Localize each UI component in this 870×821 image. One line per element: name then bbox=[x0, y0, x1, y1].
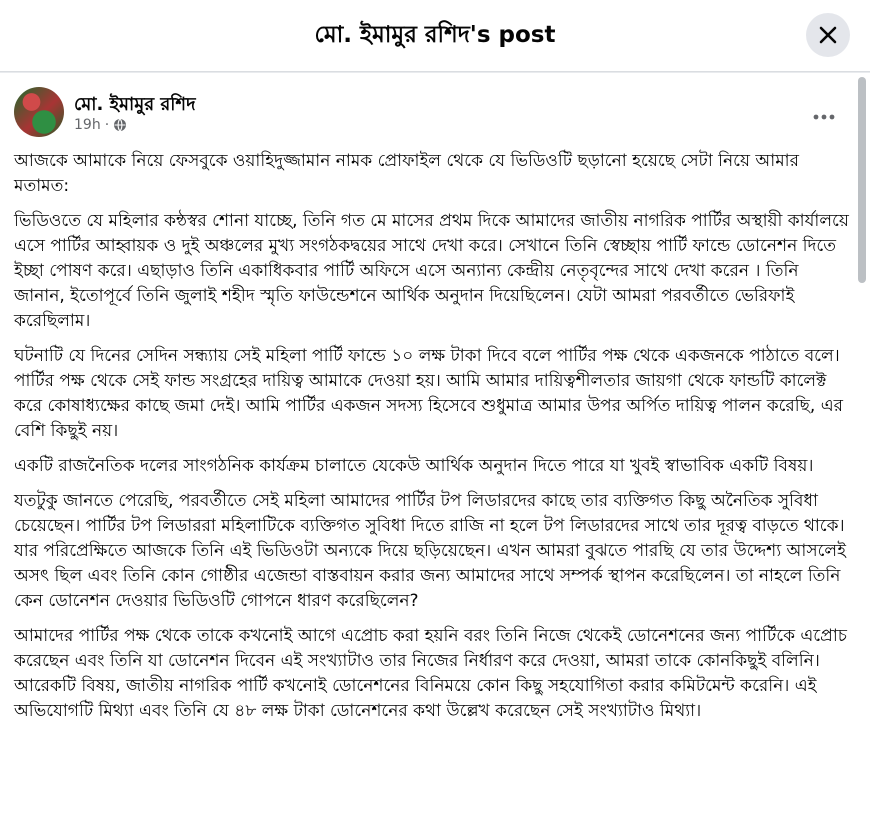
post-paragraph: একটি রাজনৈতিক দলের সাংগঠনিক কার্যক্রম চালাতে যেকেউ আর্থিক অনুদান দিতে পারে যা খুবই স্বাভাবিক একটি বিষয়। bbox=[14, 456, 814, 476]
post-body bbox=[14, 149, 852, 734]
more-options-button[interactable] bbox=[804, 99, 844, 135]
close-icon bbox=[818, 25, 838, 45]
post-panel bbox=[0, 73, 870, 821]
post-dialog-header bbox=[0, 0, 870, 72]
author-name[interactable]: মো. ইমামুর রশিদ bbox=[74, 94, 196, 115]
meta-separator: · bbox=[104, 117, 110, 133]
avatar[interactable] bbox=[14, 87, 64, 137]
post-header bbox=[14, 87, 844, 143]
more-options-icon bbox=[813, 114, 835, 120]
post-paragraph: আমাদের পার্টির পক্ষ থেকে তাকে কখনোই আগে এপ্রোচ করা হয়নি বরং তিনি নিজে থেকেই ডোনেশনের জন্য পার্টিকে এপ্রোচ করেছেন এবং তিনি যা ডোনেশন দিবেন এই সংখ্যাটাও তার নিজের নির্ধারণ করে দেওয়া, আমরা তাকে কোনকিছুই বলিনি। আরেকটি বিষয়, জাতীয় নাগরিক পার্টি কখনোই ডোনেশনের বিনিময়ে কোন কিছু সহযোগিতা করার কমিটমেন্ট করেনি। এই অভিযোগটি মিথ্যা এবং তিনি যে ৪৮ লক্ষ টাকা ডোনেশনের কথা উল্লেখ করেছেন সেই সংখ্যাটাও মিথ্যা। bbox=[14, 626, 847, 721]
post-paragraph: ঘটনাটি যে দিনের সেদিন সন্ধ্যায় সেই মহিলা পার্টি ফান্ডে ১০ লক্ষ টাকা দিবে বলে পার্টির পক্ষ থেকে একজনকে পাঠাতে বলে। পার্টির পক্ষ থেকে সেই ফান্ড সংগ্রহের দায়িত্ব আমাকে দেওয়া হয়। আমি আমার দায়িত্বশীলতার জায়গা থেকে ফান্ডটি কালেক্ট করে কোষাধ্যক্ষের কাছে জমা দেই। আমি পার্টির একজন সদস্য হিসেবে শুধুমাত্র আমার উপর অর্পিত দায়িত্ব পালন করেছি, এর বেশি কিছুই নয়। bbox=[14, 346, 844, 441]
post-paragraph: যতটুকু জানতে পেরেছি, পরবর্তীতে সেই মহিলা আমাদের পার্টির টপ লিডারদের কাছে তার ব্যক্তিগত কিছু অনৈতিক সুবিধা চেয়েছেন। পার্টির টপ লিডাররা মহিলাটিকে ব্যক্তিগত সুবিধা দিতে রাজি না হলে টপ লিডারদের সাথে তার দূরত্ব বাড়তে থাকে। যার পরিপ্রেক্ষিতে আজকে তিনি এই ভিডিওটা অন্যকে দিয়ে ছড়িয়েছেন। এখন আমরা বুঝতে পারছি যে তার উদ্দেশ্য আসলেই অসৎ ছিল এবং তিনি কোন গোষ্ঠীর এজেন্ডা বাস্তবায়ন করার জন্য আমাদের সাথে সম্পর্ক স্থাপন করেছিলেন। তা নাহলে তিনি কেন ডোনেশন দেওয়ার ভিডিওটি গোপনে ধারণ করেছিলেন? bbox=[14, 491, 846, 611]
post-meta bbox=[74, 117, 127, 133]
globe-icon bbox=[113, 118, 127, 132]
post-timestamp[interactable]: 19h bbox=[74, 117, 101, 133]
post-paragraph: ভিডিওতে যে মহিলার কন্ঠস্বর শোনা যাচ্ছে, তিনি গত মে মাসের প্রথম দিকে আমাদের জাতীয় নাগরিক পার্টির অস্থায়ী কার্যালয়ে এসে পার্টির আহ্বায়ক ও দুই অঞ্চলের মুখ্য সংগঠকদ্বয়ের সাথে দেখা করে। সেখানে তিনি স্বেচ্ছায় পার্টি ফান্ডে ডোনেশন দিতে ইচ্ছা পোষণ করে। এছাড়াও তিনি একাধিকবার পার্টি অফিসে এসে অন্যান্য কেন্দ্রীয় নেতৃবৃন্দের সাথে দেখা করেন । তিনি জানান, ইতোপূর্বে তিনি জুলাই শহীদ স্মৃতি ফাউন্ডেশনে আর্থিক অনুদান দিয়েছিলেন। যেটা আমরা পরবর্তীতে ভেরিফাই করেছিলাম। bbox=[14, 211, 849, 331]
post-paragraph: আজকে আমাকে নিয়ে ফেসবুকে ওয়াহিদুজ্জামান নামক প্রোফাইল থেকে যে ভিডিওটি ছড়ানো হয়েছে সেটা নিয়ে আমার মতামত: bbox=[14, 151, 799, 196]
dialog-title: মো. ইমামুর রশিদ's post bbox=[314, 22, 556, 48]
close-button[interactable] bbox=[806, 13, 850, 57]
scrollbar[interactable] bbox=[858, 77, 866, 283]
